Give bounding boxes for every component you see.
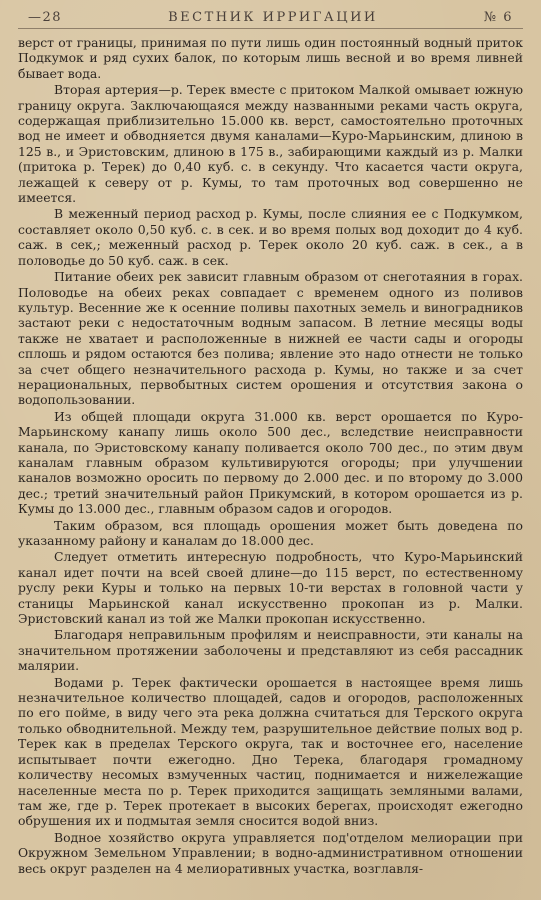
paragraph: верст от границы, принимая по пути лишь один постоянный водный приток Подкумок и ряд сухих балок, по которым лишь весной и во время ливней бывает вода. xyxy=(18,35,523,81)
page-number: —28 xyxy=(28,10,63,25)
issue-number: № 6 xyxy=(483,10,513,25)
paragraph: Водами р. Терек фактически орошается в настоящее время лишь незначительное количество площадей, садов и огородов, расположенных по его пойме, в виду чего эта река должна считаться для Терского округа только обводнительной. Между тем, разрушительное действие полых вод р. Терек как в пределах Терского округа, так и восточнее его, население испытывает почти ежегодно. Дно Терека, благодаря громадному количеству несомых взмученных частиц, поднимается и нижележащие населенные места по р. Терек приходится защищать земляными валами, там же, где р. Терек протекает в высоких берегах, происходят ежегодно обрушения их и подмытая земля сносится водой вниз. xyxy=(18,674,523,829)
journal-title: ВЕСТНИК ИРРИГАЦИИ xyxy=(168,10,378,25)
paragraph: Питание обеих рек зависит главным образом от снеготаяния в горах. Половодье на обеих реках совпадает с временем одного из поливов культур. Весенние же к осенние поливы пахотных земель и виноградников застают реки с недостаточным водным запасом. В летние месяцы воды также не хватает и расположенные в нижней ее части сады и огороды сплошь и рядом остаются без полива; явление это надо отнести не только за счет общего незначительного расхода р. Кумы, но также и за счет нерациональных, первобытных систем орошения и отсутствия закона о водопользовании. xyxy=(18,269,523,408)
paragraph: Благодаря неправильным профилям и неисправности, эти каналы на значительном протяжении заболочены и представляют из себя рассадник малярии. xyxy=(18,627,523,674)
paragraph: Водное хозяйство округа управляется под'отделом мелиорации при Окружном Земельном Управлении; в водно-административном отношении весь округ разделен на 4 мелиоративных участка, возглавля- xyxy=(18,829,523,876)
article-body xyxy=(18,35,523,876)
paragraph: Из общей площади округа 31.000 кв. верст орошается по Куро-Марьинскому канапу лишь около 500 дес., вследствие неисправности канала, по Эристовскому канапу поливается около 700 дес., по этим двум каналам главным образом культивируются огороды; при улучшении каналов возможно оросить по первому до 2.000 дес. и по второму до 3.000 дес.; третий значительный район Прикумский, в котором орошается из р. Кумы до 13.000 дес., главным образом садов и огородов. xyxy=(18,408,523,517)
paragraph: В меженный период расход р. Кумы, после слияния ее с Подкумком, составляет около 0,50 куб. с. в сек. и во время полых вод доходит до 4 куб. саж. в сек,; меженный расход р. Терек около 20 куб. саж. в сек., а в половодье до 50 куб. саж. в сек. xyxy=(18,206,523,268)
paragraph: Таким образом, вся площадь орошения может быть доведена по указанному району и каналам до 18.000 дес. xyxy=(18,517,523,548)
paragraph: Следует отметить интересную подробность, что Куро-Марьинский канал идет почти на всей своей длине—до 115 верст, по естественному руслу реки Куры и только на первых 10-ти верстах в головной части у станицы Марьинской канал искусственно прокопан из р. Малки. Эристовский канал из той же Малки прокопан искусственно. xyxy=(18,549,523,627)
running-head xyxy=(18,6,523,29)
paragraph: Вторая артерия—р. Терек вместе с притоком Малкой омывает южную границу округа. Заключающаяся между названными реками часть округа, содержащая приблизительно 15.000 кв. верст, самостоятельно проточных вод не имеет и обводняется двумя каналами—Куро-Марьинским, длиною в 125 в., и Эристовским, длиною в 175 в., забирающими каждый из р. Малки (притока р. Терек) до 0,40 куб. с. в секунду. Что касается части округа, лежащей к северу от р. Кумы, то там проточных вод совершенно не имеется. xyxy=(18,82,523,206)
